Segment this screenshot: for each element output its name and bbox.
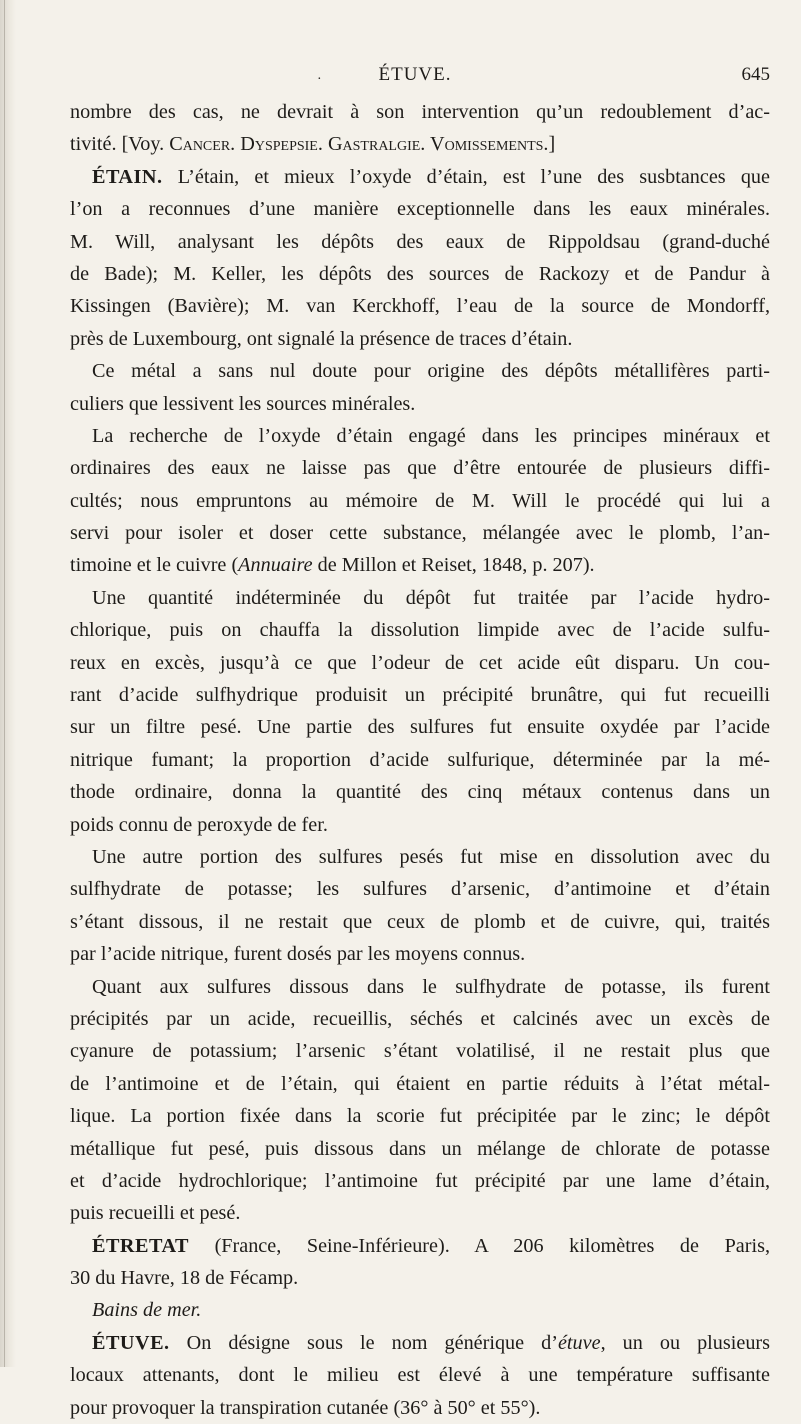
text-segment: rant d’acide sulfhydrique produisit un précipité brunâtre, qui fut recueilli bbox=[70, 684, 770, 707]
text-line bbox=[70, 388, 770, 420]
text-segment: par l’acide nitrique, furent dosés par les moyens connus. bbox=[70, 943, 526, 966]
text-line bbox=[70, 1197, 770, 1229]
entry-headword: ÉTRETAT bbox=[92, 1234, 189, 1257]
text-segment: On désigne sous le nom générique d’ bbox=[169, 1331, 558, 1354]
entry-headword: ÉTAIN. bbox=[92, 165, 163, 188]
page-header bbox=[60, 64, 770, 88]
text-segment: nitrique fumant; la proportion d’acide sulfurique, déterminée par la mé- bbox=[70, 748, 770, 771]
text-line bbox=[70, 809, 770, 841]
text-segment: La recherche de l’oxyde d’étain engagé dans les principes minéraux et bbox=[92, 424, 770, 447]
text-line bbox=[70, 1068, 770, 1100]
text-segment: cultés; nous empruntons au mémoire de M. Will le procédé qui lui a bbox=[70, 489, 770, 512]
text-line bbox=[70, 1165, 770, 1197]
text-segment: de Bade); M. Keller, les dépôts des sources de Rackozy et de Pandur à bbox=[70, 262, 770, 285]
text-segment: puis recueilli et pesé. bbox=[70, 1202, 241, 1225]
text-segment: lique. La portion fixée dans la scorie fut précipitée par le zinc; le dépôt bbox=[70, 1105, 770, 1128]
text-segment: Une autre portion des sulfures pesés fut mise en dissolution avec du bbox=[92, 845, 770, 868]
text-line bbox=[70, 355, 770, 387]
text-segment: culiers que lessivent les sources minérales. bbox=[70, 392, 416, 415]
text-line bbox=[70, 1230, 770, 1262]
text-segment: étuve bbox=[557, 1331, 601, 1354]
text-segment: tivité. [Voy. bbox=[70, 133, 170, 156]
text-line bbox=[70, 906, 770, 938]
text-line bbox=[70, 1100, 770, 1132]
text-segment: de Millon et Reiset, 1848, p. 207). bbox=[312, 554, 595, 577]
text-segment: servi pour isoler et doser cette substance, mélangée avec le plomb, l’an- bbox=[70, 522, 770, 545]
text-segment: (France, Seine-Inférieure). A 206 kilomètres de Paris, bbox=[188, 1234, 770, 1257]
text-line bbox=[70, 1035, 770, 1067]
text-segment: nombre des cas, ne devrait à son intervention qu’un redoublement d’ac- bbox=[70, 101, 770, 123]
text-segment: Annuaire bbox=[238, 554, 313, 577]
text-line bbox=[70, 290, 770, 322]
text-line bbox=[70, 517, 770, 549]
text-line bbox=[70, 226, 770, 258]
text-segment: sulfhydrate de potasse; les sulfures d’arsenic, d’antimoine et d’étain bbox=[70, 878, 770, 901]
text-line bbox=[70, 193, 770, 225]
text-segment: poids connu de peroxyde de fer. bbox=[70, 813, 328, 836]
text-line bbox=[70, 711, 770, 743]
text-segment: de l’antimoine et de l’étain, qui étaient en partie réduits à l’état métal- bbox=[70, 1072, 770, 1095]
text-line bbox=[70, 1133, 770, 1165]
text-segment: timoine et le cuivre ( bbox=[70, 554, 239, 577]
text-segment: ordinaires des eaux ne laisse pas que d’être entourée de plusieurs diffi- bbox=[70, 457, 770, 480]
body-text bbox=[70, 96, 770, 1424]
text-segment: thode ordinaire, donna la quantité des cinq métaux contenus dans un bbox=[70, 781, 770, 804]
text-segment: chlorique, puis on chauffa la dissolution limpide avec de l’acide sulfu- bbox=[70, 619, 770, 642]
page-binding-line bbox=[4, 0, 5, 1367]
text-segment: pour provoquer la transpiration cutanée (36° à 50° et 55°). bbox=[70, 1396, 541, 1419]
page-number: 645 bbox=[741, 64, 770, 85]
running-title: ÉTUVE. bbox=[378, 64, 452, 85]
text-segment: et d’acide hydrochlorique; l’antimoine fut précipité par une lame d’étain, bbox=[70, 1169, 770, 1192]
text-line bbox=[70, 841, 770, 873]
text-line bbox=[70, 938, 770, 970]
text-segment: Cancer. Dyspepsie. Gastralgie. Vomissements. bbox=[169, 133, 549, 156]
text-line bbox=[70, 258, 770, 290]
text-segment: 30 du Havre, 18 de Fécamp. bbox=[70, 1267, 299, 1290]
text-segment: métallique fut pesé, puis dissous dans un mélange de chlorate de potasse bbox=[70, 1137, 770, 1160]
text-line bbox=[70, 1262, 770, 1294]
text-line bbox=[70, 873, 770, 905]
text-line bbox=[70, 323, 770, 355]
text-segment: précipités par un acide, recueillis, séchés et calcinés avec un excès de bbox=[70, 1007, 770, 1030]
text-line bbox=[70, 161, 770, 193]
text-segment: Quant aux sulfures dissous dans le sulfhydrate de potasse, ils furent bbox=[92, 975, 770, 998]
text-line bbox=[70, 744, 770, 776]
text-segment: Kissingen (Bavière); M. van Kerckhoff, l’eau de la source de Mondorff, bbox=[70, 295, 770, 318]
text-segment: Une quantité indéterminée du dépôt fut traitée par l’acide hydro- bbox=[92, 586, 770, 609]
text-line bbox=[70, 1327, 770, 1359]
text-line bbox=[70, 1294, 770, 1326]
text-line bbox=[70, 679, 770, 711]
text-line bbox=[70, 582, 770, 614]
text-segment: l’on a reconnues d’une manière exceptionnelle dans les eaux minérales. bbox=[70, 198, 770, 221]
text-line bbox=[70, 614, 770, 646]
text-line bbox=[70, 420, 770, 452]
text-segment: s’étant dissous, il ne restait que ceux de plomb et de cuivre, qui, traités bbox=[70, 910, 770, 933]
text-segment: sur un filtre pesé. Une partie des sulfures fut ensuite oxydée par l’acide bbox=[70, 716, 770, 739]
text-segment: ] bbox=[548, 133, 556, 156]
text-line bbox=[70, 452, 770, 484]
text-line bbox=[70, 128, 770, 160]
text-segment: M. Will, analysant les dépôts des eaux de Rippoldsau (grand-duché bbox=[70, 230, 770, 253]
text-segment: cyanure de potassium; l’arsenic s’étant volatilisé, il ne restait plus que bbox=[70, 1040, 770, 1063]
page-binding-edge bbox=[0, 0, 16, 1367]
text-segment: , un ou plusieurs bbox=[600, 1331, 770, 1354]
text-line bbox=[70, 96, 770, 128]
text-segment: Ce métal a sans nul doute pour origine des dépôts métallifères parti- bbox=[92, 360, 770, 383]
text-line bbox=[70, 1003, 770, 1035]
text-line bbox=[70, 1392, 770, 1424]
entry-headword: ÉTUVE. bbox=[92, 1331, 170, 1354]
text-line bbox=[70, 971, 770, 1003]
text-line bbox=[70, 549, 770, 581]
header-dot: · bbox=[317, 72, 322, 87]
text-line bbox=[70, 485, 770, 517]
text-segment: reux en excès, jusqu’à ce que l’odeur de cet acide eût disparu. Un cou- bbox=[70, 651, 770, 674]
text-segment: L’étain, et mieux l’oxyde d’étain, est l’une des susbtances que bbox=[162, 165, 770, 188]
text-line bbox=[70, 1359, 770, 1391]
text-line bbox=[70, 776, 770, 808]
text-segment: Bains de mer. bbox=[92, 1299, 202, 1322]
text-segment: locaux attenants, dont le milieu est élevé à une température suffisante bbox=[70, 1364, 770, 1387]
text-segment: près de Luxembourg, ont signalé la présence de traces d’étain. bbox=[70, 327, 573, 350]
text-line bbox=[70, 647, 770, 679]
